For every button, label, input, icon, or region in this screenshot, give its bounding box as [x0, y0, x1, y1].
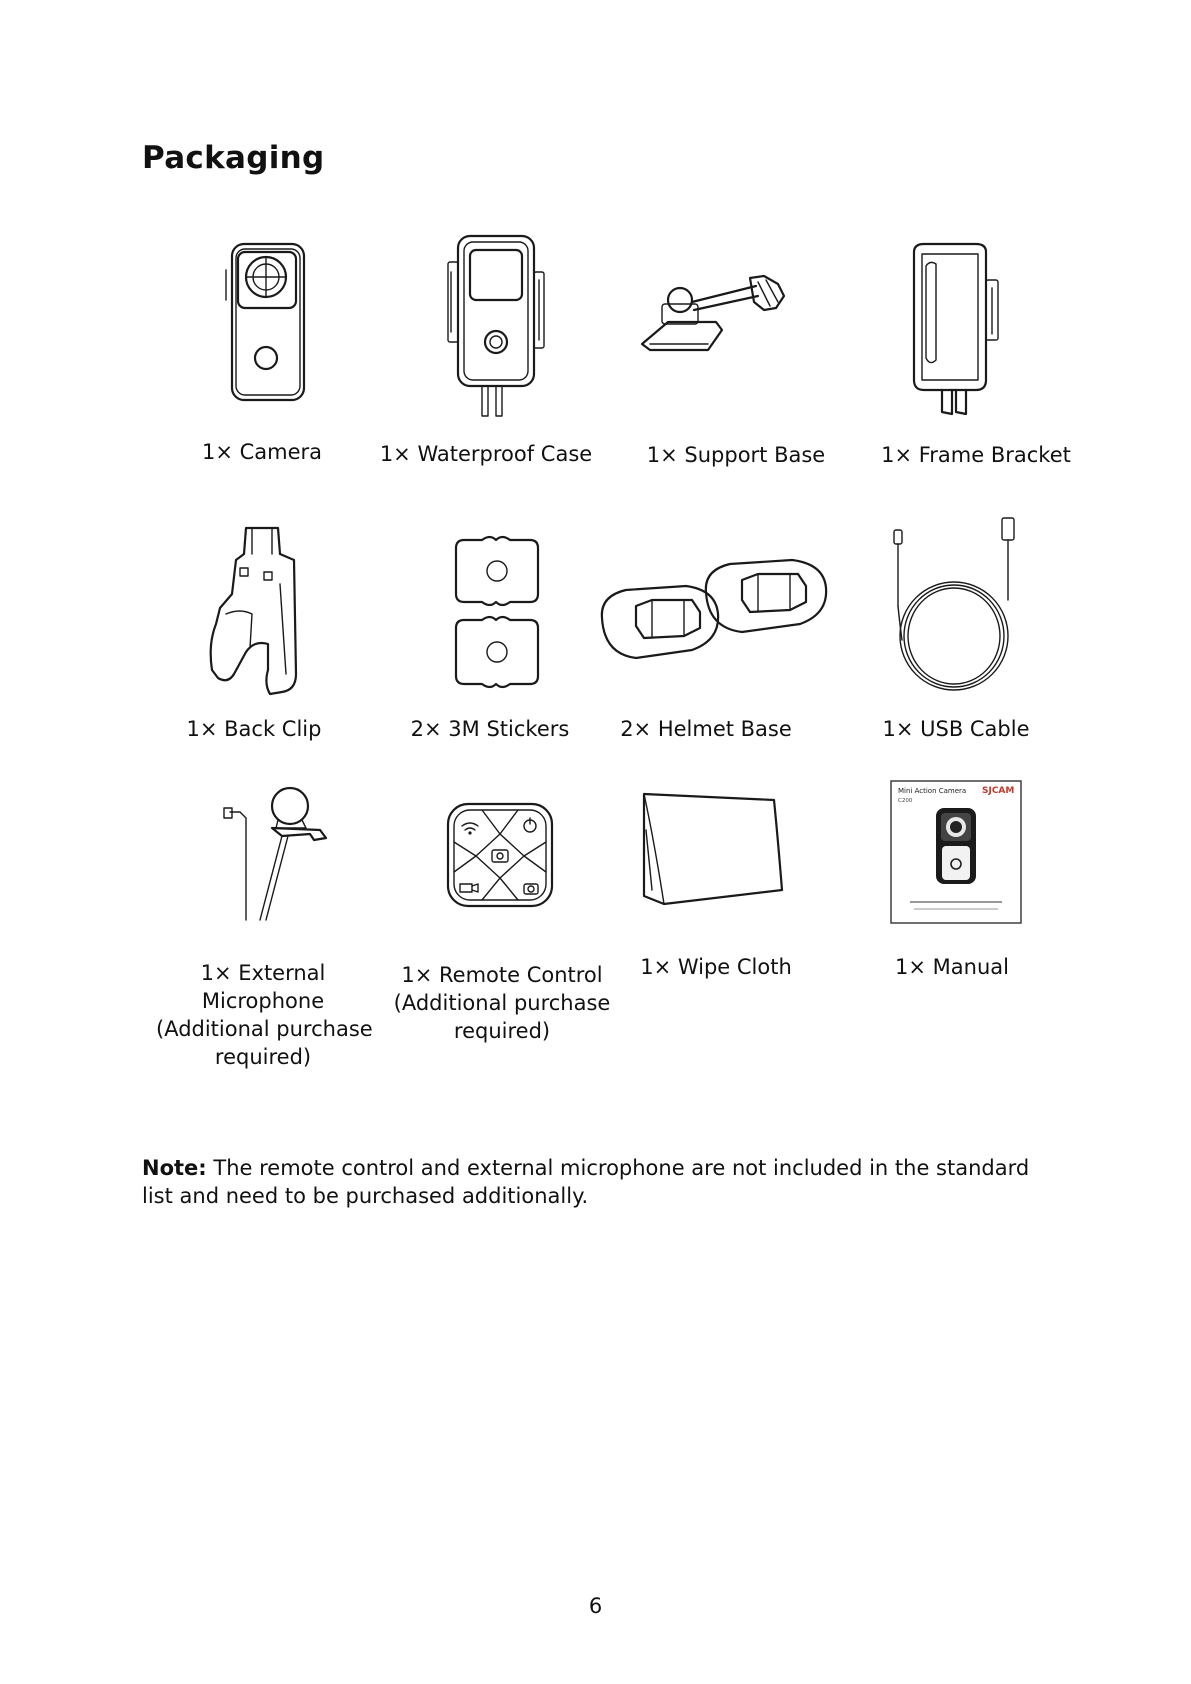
back-clip-icon: [206, 524, 316, 696]
item-label: 2× 3M Stickers: [410, 717, 570, 741]
item-label: 1× USB Cable: [882, 717, 1030, 741]
label-line: required): [214, 1045, 312, 1069]
note-paragraph: [142, 1154, 1042, 1210]
page-number: 6: [588, 1594, 603, 1618]
remote-control-icon: [446, 802, 554, 908]
item-label: 1× Back Clip: [186, 717, 322, 741]
label-line: (Additional purchase: [393, 991, 611, 1015]
camera-icon: [222, 240, 312, 405]
stickers-icon: [452, 534, 542, 692]
label-line: 1× External: [200, 961, 326, 985]
manual-cover-brand: SJCAM: [982, 786, 1015, 796]
item-label: 1× Frame Bracket: [881, 443, 1071, 467]
frame-bracket-icon: [896, 240, 1008, 418]
helmet-base-icon: [596, 556, 830, 666]
usb-cable-icon: [888, 516, 1024, 696]
item-label: 1× Support Base: [646, 443, 826, 467]
item-label: 1× Wipe Cloth: [640, 955, 792, 979]
page-title: Packaging: [142, 140, 325, 176]
waterproof-case-icon: [438, 232, 550, 420]
item-label: [392, 961, 612, 1045]
manual-icon: [890, 780, 1022, 924]
item-label: 1× Camera: [201, 440, 323, 464]
item-label: 1× Waterproof Case: [379, 442, 593, 466]
manual-cover-model: C200: [898, 798, 913, 804]
item-label: 1× Manual: [895, 955, 1009, 979]
wipe-cloth-icon: [634, 790, 790, 910]
label-line: Microphone: [201, 989, 325, 1013]
note-text: The remote control and external microphone are not included in the standard list and need to be purchased additionally.: [142, 1156, 1030, 1208]
label-line: 1× Remote Control: [401, 963, 603, 987]
note-label: Note:: [142, 1156, 207, 1180]
microphone-icon: [222, 784, 334, 924]
label-line: (Additional purchase: [156, 1017, 373, 1041]
label-line: required): [453, 1019, 551, 1043]
item-label: 2× Helmet Base: [620, 717, 792, 741]
manual-cover-heading: Mini Action Camera: [898, 787, 967, 795]
item-label: [156, 959, 373, 1071]
support-base-icon: [638, 274, 790, 354]
